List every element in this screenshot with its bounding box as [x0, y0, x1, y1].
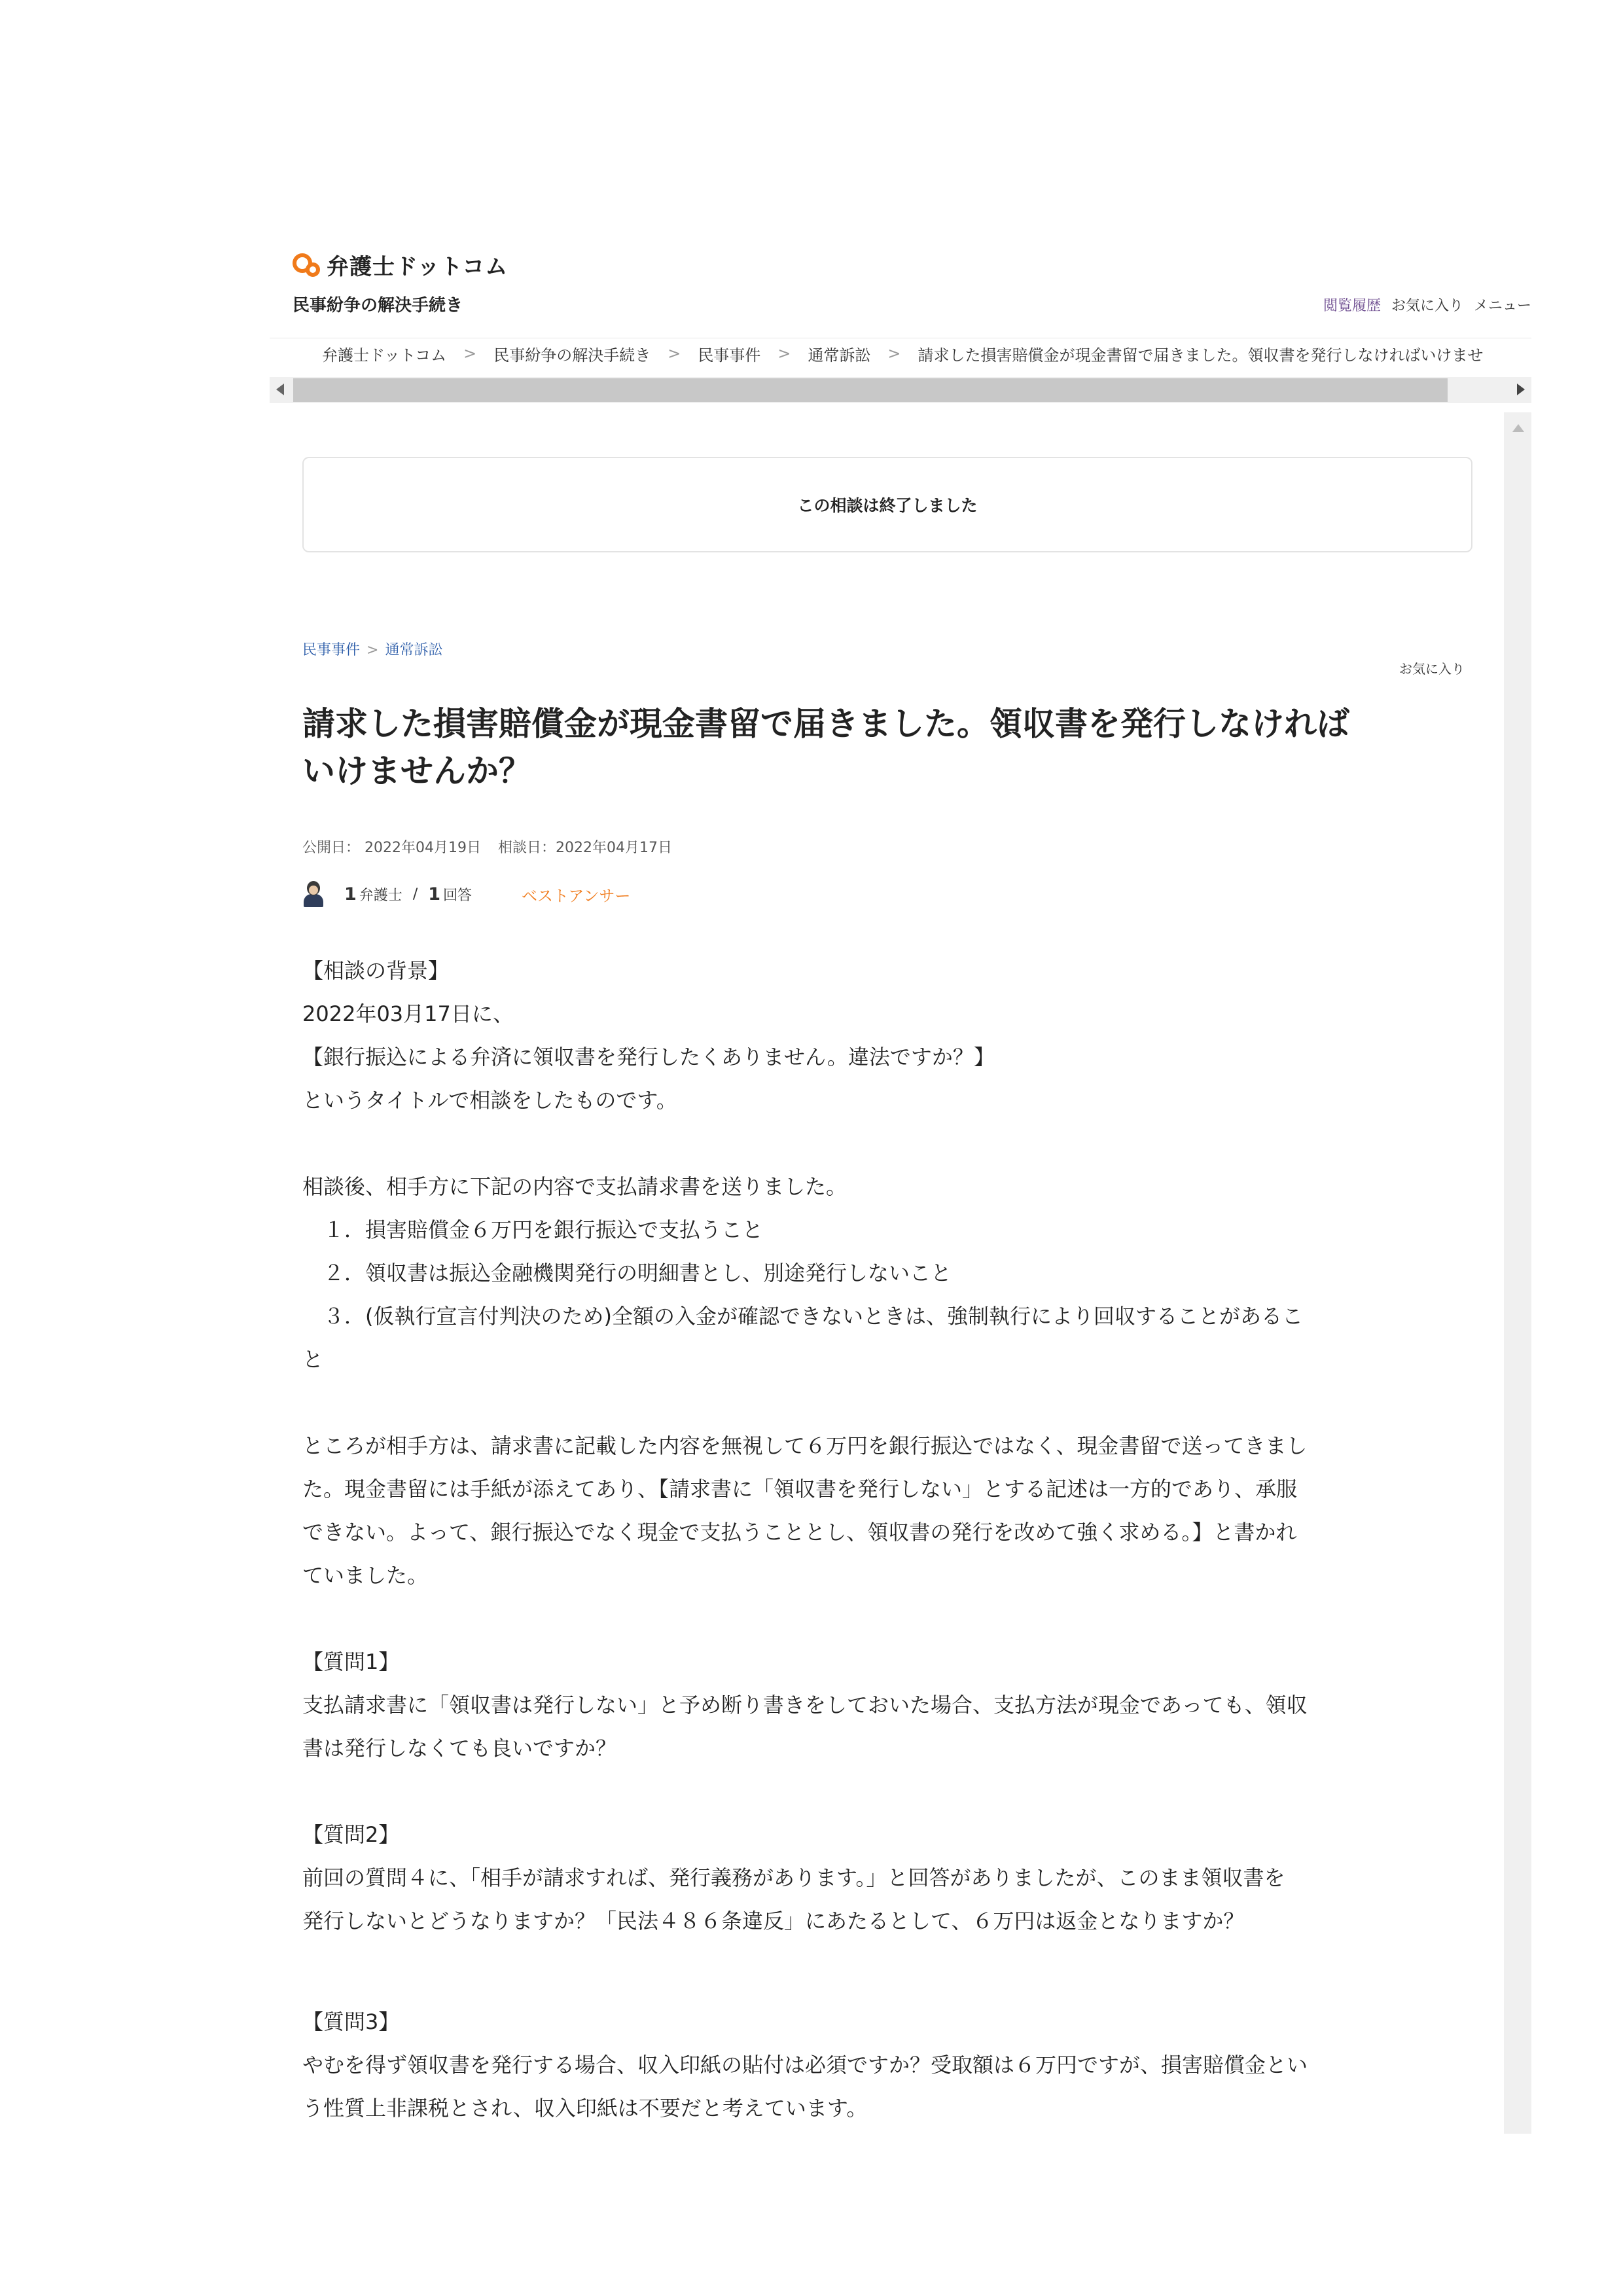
- category-breadcrumb: [302, 639, 442, 659]
- history-link[interactable]: 閲覧履歴: [1323, 298, 1381, 314]
- scroll-right-icon[interactable]: [1517, 384, 1525, 395]
- favorite-button[interactable]: お気に入り: [1399, 661, 1465, 677]
- list-item: １．損害賠償金６万円を銀行振込で支払うこと: [302, 1217, 764, 1242]
- body-line: 前回の質問４に、「相手が請求すれば、発行義務があります。」と回答がありましたが、このまま領収書を: [302, 1865, 1285, 1890]
- scroll-left-icon[interactable]: [276, 384, 284, 395]
- breadcrumb-item-home[interactable]: 弁護士ドットコム: [322, 346, 447, 365]
- answer-count: 1: [428, 884, 441, 905]
- lawyer-count: 1: [344, 884, 357, 905]
- horizontal-scrollbar[interactable]: [270, 377, 1531, 403]
- body-line: できない。よって、銀行振込でなく現金で支払うこととし、領収書の発行を改めて強く求める。】と書かれ: [302, 1520, 1297, 1545]
- chevron-right-icon: >: [366, 642, 379, 658]
- separator: /: [412, 886, 418, 903]
- lawyer-avatar[interactable]: [302, 881, 325, 907]
- title-line-1: 請求した損害賠償金が現金書留で届きました。領収書を発行しなければ: [302, 705, 1349, 743]
- dates: [302, 836, 672, 857]
- breadcrumb-item-civil[interactable]: 民事事件: [698, 346, 761, 365]
- best-answer-badge[interactable]: ベストアンサー: [522, 886, 631, 905]
- consulted-date: 相談日：2022年04月17日: [497, 840, 672, 856]
- vertical-scrollbar[interactable]: [1504, 412, 1531, 2134]
- favorites-link[interactable]: お気に入り: [1391, 298, 1463, 314]
- page-title: [302, 700, 1474, 795]
- category-link-litigation[interactable]: 通常訴訟: [385, 642, 443, 658]
- body-line: やむを得ず領収書を発行する場合、収入印紙の貼付は必須ですか？受取額は６万円ですが、損害賠償金とい: [302, 2053, 1308, 2077]
- body-line: た。現金書留には手紙が添えてあり、【請求書に「領収書を発行しない」とする記述は一方的であり、承服: [302, 1477, 1298, 1501]
- scroll-up-icon[interactable]: [1512, 424, 1524, 432]
- list-item: ３．(仮執行宣言付判決のため)全額の入金が確認できないときは、強制執行により回収することがあるこ: [302, 1304, 1303, 1329]
- site-logo[interactable]: [293, 249, 508, 281]
- chevron-right-icon: >: [777, 344, 791, 363]
- page-frame: [270, 249, 1531, 2134]
- question-3-heading: 【質問3】: [302, 2009, 400, 2034]
- background-heading: 【相談の背景】: [302, 958, 450, 983]
- body-line: 2022年03月17日に、: [302, 1001, 514, 1026]
- list-item: と: [302, 1347, 324, 1372]
- question-1-heading: 【質問1】: [302, 1649, 400, 1674]
- closed-notice: この相談は終了しました: [302, 457, 1472, 552]
- body-line: 【銀行振込による弁済に領収書を発行したくありません。違法ですか？】: [302, 1045, 995, 1069]
- site-section-title[interactable]: 民事紛争の解決手続き: [293, 296, 463, 315]
- title-line-2: いけませんか？: [302, 752, 531, 790]
- body-line: 支払請求書に「領収書は発行しない」と予め断り書きをしておいた場合、支払方法が現金であっても、領収: [302, 1693, 1308, 1717]
- question-2-heading: 【質問2】: [302, 1822, 400, 1847]
- breadcrumb: [270, 338, 1531, 368]
- body-line: 発行しないとどうなりますか？「民法４８６条違反」にあたるとして、６万円は返金となりますか？: [302, 1909, 1245, 1933]
- published-date: 公開日： 2022年04月19日: [302, 840, 481, 856]
- body-line: 相談後、相手方に下記の内容で支払請求書を送りました。: [302, 1174, 847, 1199]
- menu-link[interactable]: メニュー: [1473, 298, 1531, 314]
- header-links: [1323, 295, 1531, 315]
- logo-text: 弁護士ドットコム: [327, 254, 508, 280]
- logo-icon: [293, 251, 321, 279]
- body-line: う性質上非課税とされ、収入印紙は不要だと考えています。: [302, 2096, 868, 2121]
- list-item: ２．領収書は振込金融機関発行の明細書とし、別途発行しないこと: [302, 1261, 952, 1285]
- lawyer-label: 弁護士: [359, 887, 402, 904]
- breadcrumb-item-current: 請求した損害賠償金が現金書留で届きました。領収書を発行しなければいけませ: [918, 346, 1484, 365]
- body-line: 書は発行しなくても良いですか？: [302, 1736, 617, 1761]
- chevron-right-icon: >: [887, 344, 901, 363]
- chevron-right-icon: >: [463, 344, 477, 363]
- body-line: ていました。: [302, 1563, 429, 1588]
- body-line: ところが相手方は、請求書に記載した内容を無視して６万円を銀行振込ではなく、現金書留で送ってきまし: [302, 1433, 1308, 1458]
- answer-meta: [302, 881, 630, 907]
- category-link-civil[interactable]: 民事事件: [302, 642, 361, 658]
- breadcrumb-item-litigation[interactable]: 通常訴訟: [808, 346, 871, 365]
- scrollbar-thumb[interactable]: [293, 378, 1448, 402]
- question-body: [302, 949, 1474, 2130]
- breadcrumb-item-section[interactable]: 民事紛争の解決手続き: [493, 346, 651, 365]
- body-line: というタイトルで相談をしたものです。: [302, 1088, 677, 1113]
- chevron-right-icon: >: [668, 344, 681, 363]
- answer-label: 回答: [443, 887, 473, 904]
